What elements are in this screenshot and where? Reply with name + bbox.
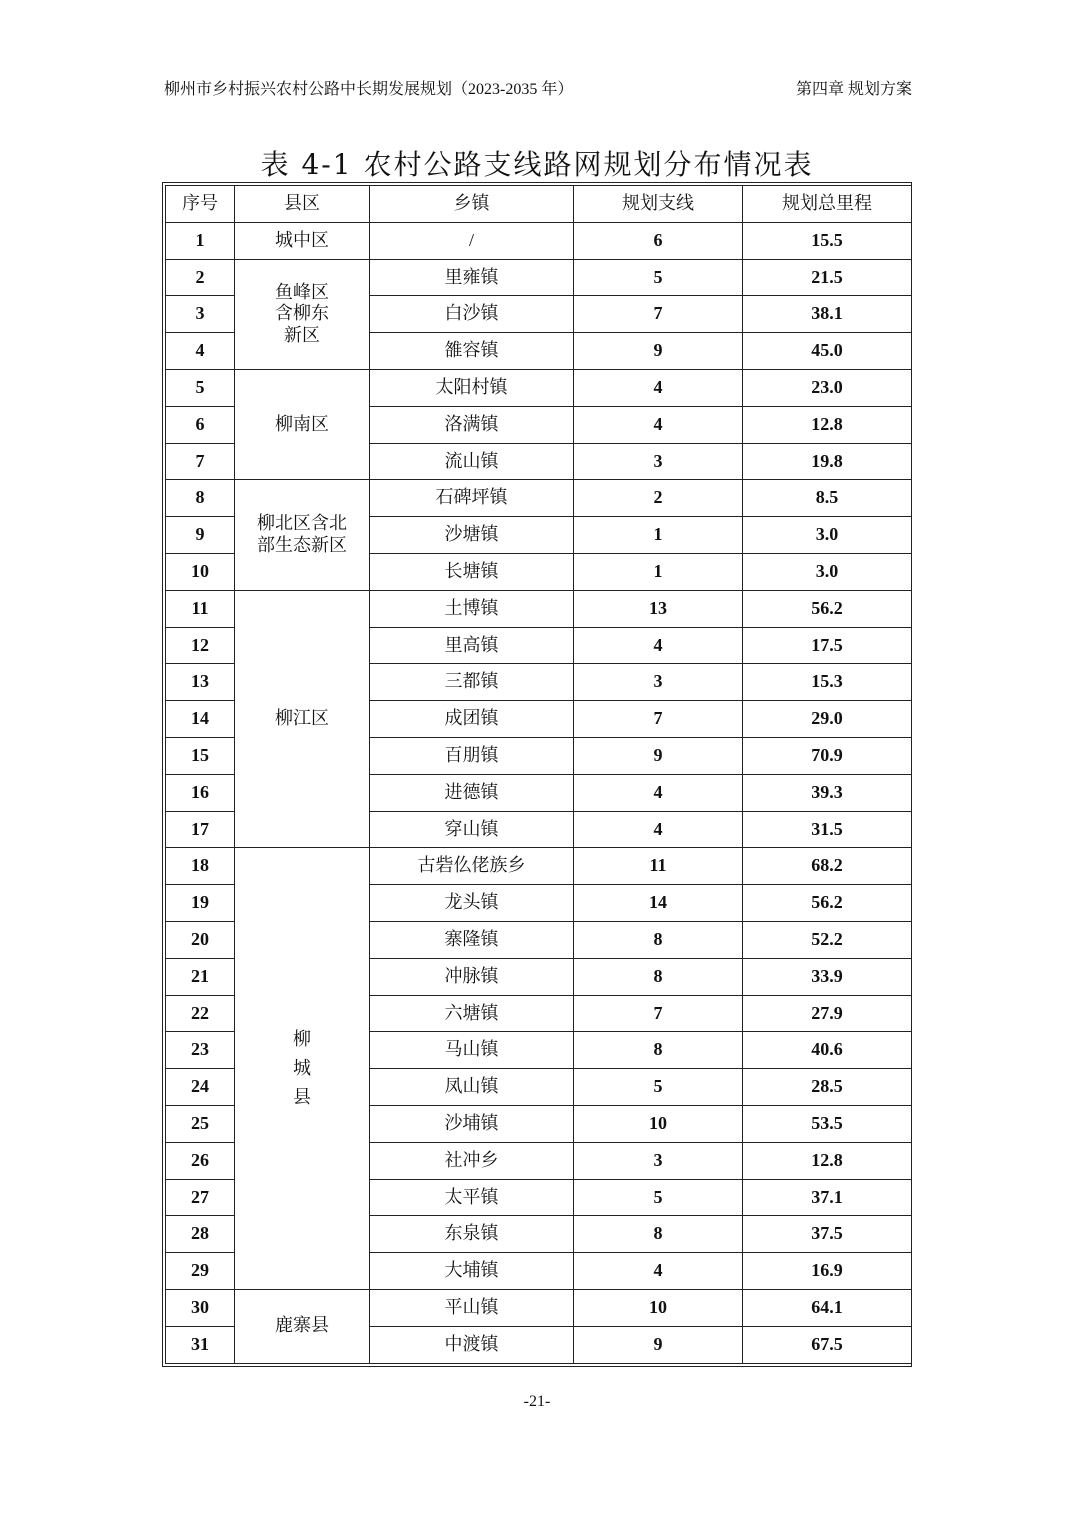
cell-row-number: 12: [166, 627, 235, 664]
cell-branches: 8: [574, 1032, 743, 1069]
page-number: -21-: [523, 1393, 551, 1410]
cell-town: 六塘镇: [370, 995, 574, 1032]
cell-town: 寨隆镇: [370, 921, 574, 958]
cell-branches: 9: [574, 333, 743, 370]
cell-town: 雒容镇: [370, 333, 574, 370]
cell-row-number: 19: [166, 885, 235, 922]
cell-town: 凤山镇: [370, 1069, 574, 1106]
cell-branches: 4: [574, 369, 743, 406]
cell-mileage: 37.1: [743, 1179, 912, 1216]
cell-mileage: 12.8: [743, 1142, 912, 1179]
cell-branches: 7: [574, 296, 743, 333]
cell-town: 穿山镇: [370, 811, 574, 848]
cell-row-number: 2: [166, 259, 235, 296]
cell-town: 冲脉镇: [370, 958, 574, 995]
cell-row-number: 30: [166, 1289, 235, 1326]
cell-row-number: 20: [166, 921, 235, 958]
cell-mileage: 17.5: [743, 627, 912, 664]
county-name: 鹿寨县: [275, 1315, 329, 1336]
cell-town: 沙埔镇: [370, 1105, 574, 1142]
county-name: 柳北区含北部生态新区: [256, 513, 347, 556]
cell-branches: 7: [574, 701, 743, 738]
cell-county: [235, 1289, 370, 1363]
cell-row-number: 5: [166, 369, 235, 406]
table-row: [166, 590, 912, 627]
cell-row-number: 9: [166, 517, 235, 554]
cell-town: 白沙镇: [370, 296, 574, 333]
cell-branches: 3: [574, 443, 743, 480]
cell-branches: 13: [574, 590, 743, 627]
cell-branches: 11: [574, 848, 743, 885]
table-body: [166, 222, 912, 1363]
cell-county: [235, 259, 370, 369]
cell-town: /: [370, 222, 574, 259]
cell-branches: 1: [574, 553, 743, 590]
cell-branches: 4: [574, 811, 743, 848]
county-name: 鱼峰区含柳东新区: [274, 281, 329, 346]
cell-branches: 9: [574, 737, 743, 774]
cell-county: [235, 222, 370, 259]
cell-row-number: 13: [166, 664, 235, 701]
cell-mileage: 56.2: [743, 590, 912, 627]
cell-town: 太平镇: [370, 1179, 574, 1216]
cell-branches: 10: [574, 1105, 743, 1142]
cell-row-number: 10: [166, 553, 235, 590]
cell-row-number: 4: [166, 333, 235, 370]
cell-town: 洛满镇: [370, 406, 574, 443]
county-name: 柳南区: [275, 413, 329, 434]
cell-town: 古砦仫佬族乡: [370, 848, 574, 885]
table-row: [166, 222, 912, 259]
cell-branches: 8: [574, 958, 743, 995]
cell-row-number: 26: [166, 1142, 235, 1179]
cell-mileage: 67.5: [743, 1326, 912, 1363]
cell-row-number: 22: [166, 995, 235, 1032]
cell-row-number: 3: [166, 296, 235, 333]
county-name: 城中区: [275, 229, 329, 250]
cell-town: 长塘镇: [370, 553, 574, 590]
cell-branches: 4: [574, 774, 743, 811]
cell-town: 流山镇: [370, 443, 574, 480]
cell-row-number: 18: [166, 848, 235, 885]
cell-mileage: 40.6: [743, 1032, 912, 1069]
cell-mileage: 37.5: [743, 1216, 912, 1253]
cell-town: 马山镇: [370, 1032, 574, 1069]
cell-row-number: 11: [166, 590, 235, 627]
cell-town: 石碑坪镇: [370, 480, 574, 517]
cell-county: [235, 590, 370, 848]
table-row: [166, 480, 912, 517]
cell-branches: 2: [574, 480, 743, 517]
cell-mileage: 33.9: [743, 958, 912, 995]
cell-mileage: 38.1: [743, 296, 912, 333]
cell-branches: 4: [574, 1253, 743, 1290]
cell-mileage: 52.2: [743, 921, 912, 958]
cell-mileage: 23.0: [743, 369, 912, 406]
cell-row-number: 29: [166, 1253, 235, 1290]
cell-row-number: 25: [166, 1105, 235, 1142]
cell-mileage: 31.5: [743, 811, 912, 848]
cell-row-number: 1: [166, 222, 235, 259]
cell-branches: 10: [574, 1289, 743, 1326]
cell-mileage: 29.0: [743, 701, 912, 738]
cell-county: [235, 480, 370, 590]
cell-mileage: 64.1: [743, 1289, 912, 1326]
cell-row-number: 28: [166, 1216, 235, 1253]
cell-mileage: 3.0: [743, 517, 912, 554]
table-row: [166, 1289, 912, 1326]
cell-mileage: 8.5: [743, 480, 912, 517]
page-header: [164, 76, 912, 99]
cell-branches: 4: [574, 406, 743, 443]
cell-mileage: 19.8: [743, 443, 912, 480]
cell-mileage: 68.2: [743, 848, 912, 885]
cell-mileage: 27.9: [743, 995, 912, 1032]
col-header-no: 序号: [166, 186, 235, 223]
cell-town: 成团镇: [370, 701, 574, 738]
cell-mileage: 15.5: [743, 222, 912, 259]
cell-town: 东泉镇: [370, 1216, 574, 1253]
cell-row-number: 8: [166, 480, 235, 517]
cell-town: 社冲乡: [370, 1142, 574, 1179]
cell-county: [235, 848, 370, 1290]
cell-mileage: 15.3: [743, 664, 912, 701]
cell-mileage: 21.5: [743, 259, 912, 296]
cell-mileage: 45.0: [743, 333, 912, 370]
col-header-town: 乡镇: [370, 186, 574, 223]
cell-row-number: 31: [166, 1326, 235, 1363]
cell-town: 大埔镇: [370, 1253, 574, 1290]
cell-row-number: 24: [166, 1069, 235, 1106]
cell-town: 里雍镇: [370, 259, 574, 296]
cell-mileage: 16.9: [743, 1253, 912, 1290]
cell-branches: 5: [574, 1179, 743, 1216]
cell-row-number: 23: [166, 1032, 235, 1069]
cell-town: 土博镇: [370, 590, 574, 627]
table-header-row: [166, 186, 912, 223]
cell-row-number: 14: [166, 701, 235, 738]
table-title: 表 4-1 农村公路支线路网规划分布情况表: [260, 148, 814, 181]
cell-town: 中渡镇: [370, 1326, 574, 1363]
cell-row-number: 17: [166, 811, 235, 848]
cell-branches: 8: [574, 921, 743, 958]
col-header-county: 县区: [235, 186, 370, 223]
cell-branches: 8: [574, 1216, 743, 1253]
table-row: [166, 369, 912, 406]
county-name: 柳城县: [292, 1029, 311, 1108]
cell-mileage: 12.8: [743, 406, 912, 443]
header-document-title: 柳州市乡村振兴农村公路中长期发展规划（2023-2035 年）: [164, 81, 574, 98]
cell-town: 百朋镇: [370, 737, 574, 774]
cell-mileage: 70.9: [743, 737, 912, 774]
cell-town: 龙头镇: [370, 885, 574, 922]
cell-mileage: 28.5: [743, 1069, 912, 1106]
cell-branches: 9: [574, 1326, 743, 1363]
county-name: 柳江区: [275, 708, 329, 729]
cell-branches: 3: [574, 664, 743, 701]
cell-branches: 14: [574, 885, 743, 922]
table-row: [166, 848, 912, 885]
cell-town: 沙塘镇: [370, 517, 574, 554]
cell-row-number: 27: [166, 1179, 235, 1216]
cell-row-number: 7: [166, 443, 235, 480]
col-header-mileage: 规划总里程: [743, 186, 912, 223]
header-chapter: 第四章 规划方案: [795, 81, 912, 98]
cell-branches: 1: [574, 517, 743, 554]
cell-row-number: 6: [166, 406, 235, 443]
cell-branches: 4: [574, 627, 743, 664]
cell-mileage: 56.2: [743, 885, 912, 922]
cell-branches: 7: [574, 995, 743, 1032]
cell-town: 太阳村镇: [370, 369, 574, 406]
table-row: [166, 259, 912, 296]
cell-branches: 3: [574, 1142, 743, 1179]
col-header-branches: 规划支线: [574, 186, 743, 223]
cell-town: 平山镇: [370, 1289, 574, 1326]
cell-town: 进德镇: [370, 774, 574, 811]
cell-mileage: 39.3: [743, 774, 912, 811]
cell-mileage: 3.0: [743, 553, 912, 590]
planning-table: [165, 185, 912, 1364]
cell-mileage: 53.5: [743, 1105, 912, 1142]
cell-branches: 6: [574, 222, 743, 259]
cell-town: 里高镇: [370, 627, 574, 664]
cell-row-number: 21: [166, 958, 235, 995]
cell-branches: 5: [574, 1069, 743, 1106]
cell-county: [235, 369, 370, 479]
cell-row-number: 16: [166, 774, 235, 811]
table-frame: [162, 182, 912, 1367]
cell-town: 三都镇: [370, 664, 574, 701]
cell-branches: 5: [574, 259, 743, 296]
cell-row-number: 15: [166, 737, 235, 774]
